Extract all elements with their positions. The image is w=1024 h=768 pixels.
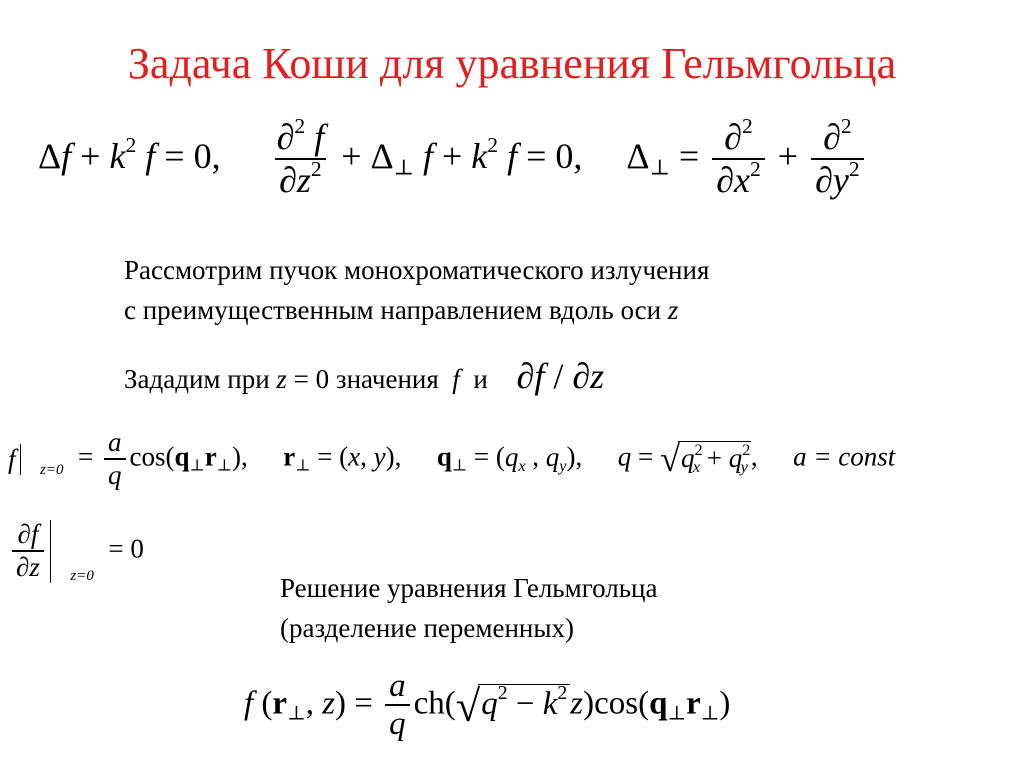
beam-description-line2: с преимущественным направлением вдоль оси z bbox=[124, 295, 679, 325]
solution-formula: f ($r_\perp$, z) = $\frac{a}{q}$ ch( √ $q^2 - k^2$ $z)\cos(q_\perp r_\perp)$ bbox=[244, 668, 731, 743]
solution-line2: (разделение переменных) bbox=[280, 613, 574, 643]
transverse-laplacian: $\Delta_\perp$ = $\frac{\partial^2}{\partial x^2}$ + $\frac{\partial^2}{\partial y^2}$ bbox=[626, 136, 867, 176]
slide-title: Задача Коши для уравнения Гельмгольца bbox=[127, 39, 897, 88]
initial-derivative-formula: $\frac{\partial f}{\partial z}$ z=0 = 0 bbox=[8, 520, 144, 583]
beam-description bbox=[124, 250, 709, 330]
helmholtz-equations bbox=[38, 113, 868, 201]
initial-condition-statement: Зададим при z = 0 значения f и ∂f / ∂z bbox=[124, 356, 605, 396]
solution-description bbox=[280, 568, 657, 648]
df-dz-formula: ∂f / ∂z bbox=[516, 356, 605, 396]
solution-line1: Решение уравнения Гельмгольца bbox=[280, 573, 658, 603]
beam-description-line1: Рассмотрим пучок монохроматического излучения bbox=[124, 255, 710, 285]
paraxial-helmholtz-equation: $\frac{\partial^2 f}{\partial z^2}$ + $\Delta_\perp$ $f + k^2$ f = 0, bbox=[276, 113, 592, 200]
helmholtz-equation: $\Delta f + k^2$ f = 0, bbox=[38, 132, 221, 176]
initial-field-formula: f z=0 = $\frac{a}{q}$ $\cos(q_\perp r_\perp)$, $r_\perp = (x$, y), $q_\perp = (q_x$ , $q_y$), q = √ $q^2_x + q^2_y$ , a = const bbox=[8, 427, 896, 490]
const-label: a = const bbox=[793, 441, 896, 472]
